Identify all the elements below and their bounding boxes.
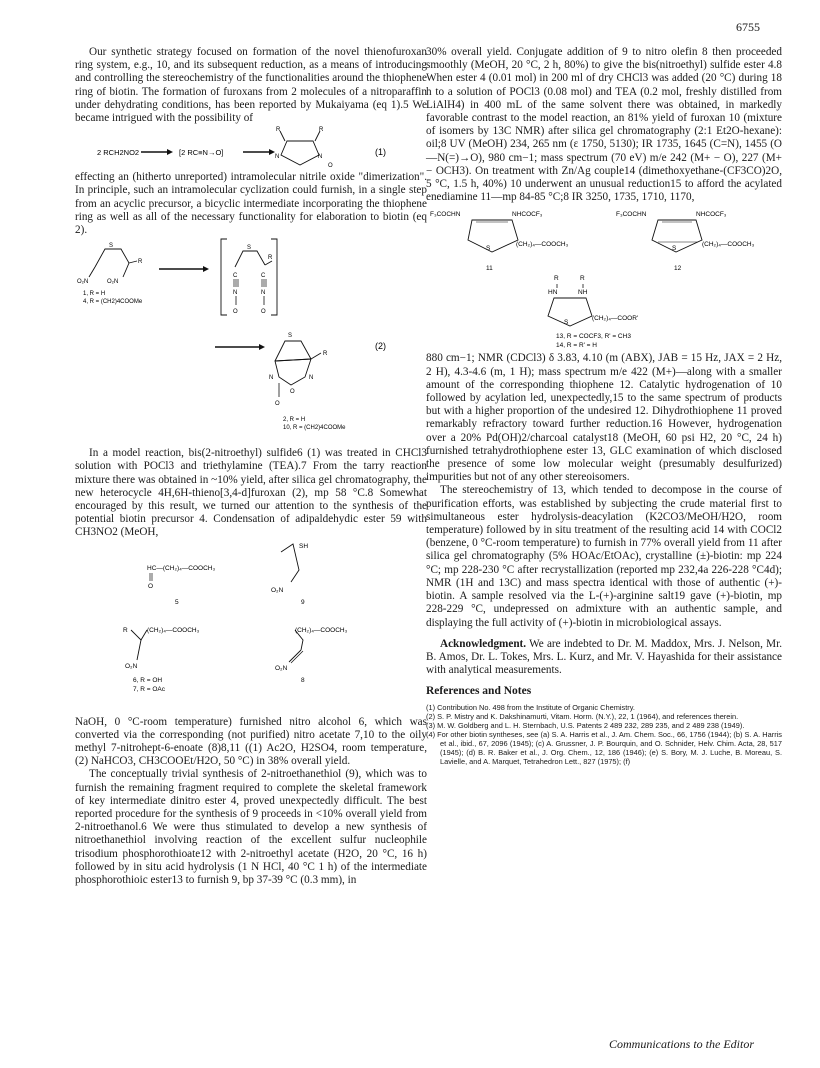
svg-text:N: N (309, 375, 314, 382)
svg-text:O: O (148, 582, 154, 590)
label-7: 7, R = OAc (133, 685, 165, 693)
label-1: 1, R = H (83, 291, 106, 298)
label-9: 9 (301, 598, 305, 606)
equation-1-scheme (75, 125, 427, 171)
label-8: 8 (301, 676, 305, 684)
svg-text:(CH₂)₄—COOCH₃: (CH₂)₄—COOCH₃ (516, 241, 569, 249)
svg-text:O₂N: O₂N (271, 586, 284, 594)
svg-text:S: S (288, 333, 293, 340)
svg-text:F₃COCHN: F₃COCHN (616, 211, 647, 219)
ack-heading: Acknowledgment. (440, 637, 527, 650)
svg-text:O: O (261, 309, 266, 316)
label-10: 10, R = (CH2)4COOMe (283, 425, 346, 432)
paragraph: The conceptually trivial synthesis of 2-nitroethanethiol (9), which was to furnish the remaining fragment required to complete the skeletal framework of key intermediate dinitro ester 4, proved unexpectedly difficult. The best reported procedure for the synthesis of 9 proceeds in <10% overall yield from 2-nitroethanol.6 We were thus stimulated to develop a new synthesis of nitroethanethiol involving reaction of the excellent sulfur nucleophile trisodium phosphorothioate12 with 2-nitroethyl acetate (H2O, 20 °C, 16 h) followed by in situ acid hydrolysis (1 N HCl, 40 °C 1 h) of the intermediate phosphorothioic ester13 to furnish 9, bp 37-39 °C (0.3 mm), in (75, 768, 427, 887)
svg-text:F₃COCHN: F₃COCHN (430, 211, 461, 219)
acknowledgment (426, 638, 782, 678)
left-column (75, 46, 427, 887)
paragraph: NaOH, 0 °C-room temperature) furnished nitro alcohol 6, which was converted via the corresponding (not purified) nitro acetate 7,10 to the oily methyl 7-nitrohept-6-enoate (8)8,11 ((1) Ac2O, H2SO4, room temperature, (2) NaHCO3, CH3COOEt/H2O, 50 °C) in 38% overall yield. (75, 715, 427, 768)
svg-text:N: N (233, 290, 238, 297)
paragraph: 30% overall yield. Conjugate addition of 9 to nitro olefin 8 then proceeded smoothly (MeOH, 20 °C, 2 h, 80%) to give the bis(nitroethyl) sulfide ester 4.8 When ester 4 (0.01 mol) in 200 ml of dry CHCl3 was added (20 °C) during 18 h to a solution of POCl3 (0.08 mol) and TEA (0.2 mol, freshly distilled from LiAlH4) in 400 mL of the same solvent there was obtained, in markedly favorable contrast to the model reaction, an 81% yield of furoxan 10 (mixture of isomers by 13C NMR) after silica gel chromatography (2:1 Et2O-hexane): oil;8 UV (MeOH) 234, 265 nm (ε 1750, 5130); IR 1735, 1645 (C=N), 1455 (O—N(=)→O), 980 cm−1; mass spectrum (70 eV) m/e 242 (M+ − O), 227 (M+ − OCH3). On treatment with Zn/Ag couple14 (dimethoxyethane-(CF3CO)2O, 5 °C, 1.5 h, 40%) 10 underwent an unusual reduction15 to afford the acylated enediamine 11—mp 84-85 °C;8 IR 3250, 1735, 1710, 1170, (426, 46, 782, 204)
label-5: 5 (175, 598, 179, 606)
svg-text:SH: SH (299, 542, 309, 550)
svg-text:HN: HN (548, 289, 558, 297)
svg-text:O₂N: O₂N (275, 664, 288, 672)
svg-text:(CH₂)₄—COOR': (CH₂)₄—COOR' (592, 315, 639, 323)
label-11: 11 (486, 265, 493, 273)
label-12: 12 (674, 265, 682, 273)
label-14: 14, R = R' = H (556, 342, 597, 350)
svg-text:S: S (564, 319, 569, 327)
paragraph: 880 cm−1; NMR (CDCl3) δ 3.83, 4.10 (m (ABX), JAB = 15 Hz, JAX = 2 Hz, 2 H), 4.3-4.6 (m, 1 H); mass spectrum m/e 422 (M+)—along with a smaller amount of the corresponding thiophene 12. Catalytic hydrogenation of 10 followed by acylation led, unexpectedly,15 to the same spectrum of products but with a higher proportion of the undesired 12. Dihydrothiophene 11 proved remarkably refractory toward further reduction.16 However, hydrogenation over a 20% Pd(OH)2/charcoal catalyst18 (MeOH, 60 psi H2, 20 °C, 24 h) furnished tetrahydrothiophene ester 13, GLC examination of which disclosed the presence of some low molecular weight (presumably desulfurized) impurities but not of any other stereoisomers. (426, 352, 782, 484)
page-number: 6755 (736, 20, 760, 34)
paragraph: In a model reaction, bis(2-nitroethyl) sulfide6 (1) was treated in CHCl3 solution with POCl3 and triethylamine (TEA).7 From the tarry reaction mixture there was obtained in ~10% yield, after silica gel chromatography, the new heterocycle 4H,6H-thieno[3,4-d]furoxan (2), mp 58 °C.8 Somewhat encouraged by this result, we turned our attention to the synthesis of the potential biotin precursor 4. Condensation of adipaldehydic ester 59 with CH3NO2 (MeOH, (75, 447, 427, 539)
label-13: 13, R = COCF3, R' = CH3 (556, 333, 631, 341)
paragraph: effecting an (hitherto unreported) intramolecular nitrile oxide "dimerization". In principle, such an intramolecular cyclization could furnish, in a single step from an acyclic precursor, a bicyclic intermediate incorporating the thiophene ring as well as all of the necessary functionality for elaboration to biotin (eq 2). (75, 171, 427, 237)
right-column (426, 46, 782, 766)
svg-text:R: R (554, 275, 559, 283)
paragraph: Our synthetic strategy focused on formation of the novel thienofuroxan ring system, e.g., 10, and its subsequent reduction, as a means of introducing and controlling the stereochemistry of the functionalities around the thiophene ring of biotin. The formation of furoxans from 2 molecules of a nitroparaffin under dehydrating conditions, has been reported by Mukaiyama (eq 1).5 We became intrigued with the possibility of (75, 46, 427, 125)
label-2: 2, R = H (283, 417, 306, 424)
equation-2-scheme (75, 237, 427, 447)
reference-item: (3) M. W. Goldberg and L. H. Sternbach, U.S. Patents 2 489 232, 289 235, and 2 489 238 (1949). (426, 720, 745, 730)
svg-text:R: R (268, 255, 273, 262)
svg-text:R: R (319, 127, 324, 134)
svg-text:S: S (672, 245, 677, 253)
svg-text:R: R (123, 626, 128, 634)
svg-text:O₂N: O₂N (77, 279, 89, 286)
compounds-5-9-8-6-7 (75, 540, 427, 716)
svg-text:O: O (290, 389, 295, 396)
references-heading: References and Notes (426, 685, 532, 698)
svg-text:N: N (269, 375, 274, 382)
svg-text:NHCOCF₃: NHCOCF₃ (696, 211, 727, 219)
label-4: 4, R = (CH2)4COOMe (83, 299, 143, 306)
svg-text:N: N (318, 154, 323, 161)
svg-text:R: R (276, 127, 281, 134)
label-6: 6, R = OH (133, 676, 163, 684)
journal-section-footer: Communications to the Editor (609, 1037, 754, 1051)
reference-item: (4) For other biotin syntheses, see (a) S. A. Harris et al., J. Am. Chem. Soc., 66, 1756 (1944); (b) S. A. Harris et al., ibid., 67, 2096 (1945); (c) A. Grussner, J. P. Bourquin, and O. Schnider, Helv. Chim. Acta, 28, 517 (1945); (d) B. R. Baker et al., J. Org. Chem., 12, 186 (1946); (e) S. Bory, M. J. Luche, B. Moreau, S. Lavielle, and A. Marquet, Tetrahedron Lett., 827 (1975); (f) (426, 729, 782, 766)
svg-text:NHCOCF₃: NHCOCF₃ (512, 211, 543, 219)
reference-item: (2) S. P. Mistry and K. Dakshinamurti, Vitam. Horm. (N.Y.), 22, 1 (1964), and references therein. (426, 711, 739, 721)
svg-text:NH: NH (578, 289, 588, 297)
svg-text:S: S (109, 243, 114, 250)
references-list (426, 703, 782, 766)
svg-text:O₂N: O₂N (107, 279, 119, 286)
svg-text:O₂N: O₂N (125, 662, 138, 670)
svg-text:R: R (323, 351, 328, 358)
compounds-11-12-13-14 (426, 204, 782, 352)
svg-text:HC—(CH₂)₄—COOCH₃: HC—(CH₂)₄—COOCH₃ (147, 564, 216, 572)
ack-body: We are indebted to Dr. M. Maddox, Mrs. J. Nelson, Mr. B. Amos, Dr. L. Tokes, Mrs. L. Kurz, and Mr. V. Hayashida for their assistance with analytical measurements. (426, 637, 782, 677)
reference-item: (1) Contribution No. 498 from the Institute of Organic Chemistry. (426, 702, 635, 712)
svg-text:(CH₂)₄—COOCH₃: (CH₂)₄—COOCH₃ (295, 626, 348, 634)
svg-text:S: S (486, 245, 491, 253)
eq1-number: (1) (375, 147, 386, 158)
eq1-reactant: 2 RCH2NO2 (97, 148, 140, 158)
eq2-number: (2) (375, 341, 386, 352)
svg-text:C: C (261, 273, 266, 280)
svg-text:R: R (580, 275, 585, 283)
eq1-intermediate: [2 RC≡N→O] (179, 148, 224, 158)
svg-text:N: N (261, 290, 266, 297)
svg-text:O: O (275, 401, 280, 408)
paragraph: The stereochemistry of 13, which tended to decompose in the course of purification efforts, was established by subjecting the crude material first to simultaneous ester hydrolysis-deacylation (K2CO3/MeOH/H2O, room temperature) followed by in situ treatment of the resulting acid 14 with COCl2 (benzene, 0 °C-room temperature) to furnish in 77% overall yield from 11 after silica gel chromatography (5% HOAc/EtOAc), crystalline (±)-biotin: mp 224 °C; mp 228-230 °C after recrystallization (reported mp 232,4a 226-228 °C4d); NMR (1H and 13C) and mass spectra identical with those of authentic (+)-biotin. A sample resolved via the L-(+)-arginine salt19 gave (+)-biotin, mp 228-229 °C, undepressed on admixture with an authentic sample, and displaying the full activity of (+)-biotin in microbiological assays. (426, 484, 782, 629)
svg-text:(CH₂)₄—COOCH₃: (CH₂)₄—COOCH₃ (147, 626, 200, 634)
svg-text:O: O (328, 163, 333, 170)
svg-text:O: O (233, 309, 238, 316)
svg-text:S: S (247, 245, 252, 252)
svg-text:C: C (233, 273, 238, 280)
svg-text:N: N (275, 154, 280, 161)
svg-text:(CH₂)₄—COOCH₃: (CH₂)₄—COOCH₃ (702, 241, 755, 249)
svg-text:R: R (138, 259, 143, 266)
